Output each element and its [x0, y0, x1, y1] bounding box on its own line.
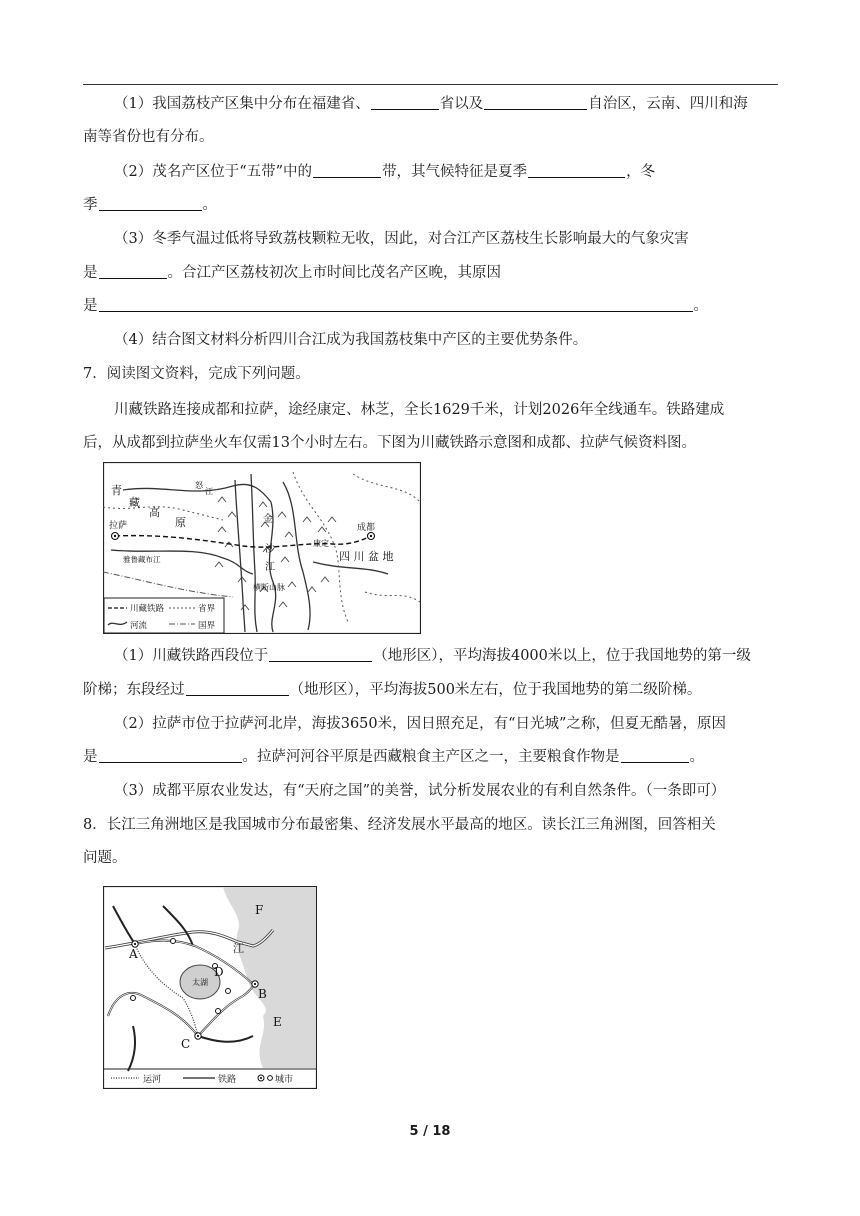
legend-railway: 铁路	[218, 1075, 237, 1085]
label-jiang2: 江	[205, 487, 213, 496]
answer-blank[interactable]	[528, 162, 625, 178]
text: 。	[689, 749, 704, 765]
q6-part3-line1: （3）冬季气温过低将导致荔枝颗粒无收，因此，对合江产区荔枝生长影响最大的气象灾害	[114, 231, 689, 247]
answer-blank[interactable]	[99, 296, 693, 312]
text: （地形区），平均海拔4000米以上，位于我国地势的第一级	[373, 648, 751, 664]
text: 自治区，云南、四川和海	[588, 96, 748, 112]
label-jiang: 江	[265, 562, 275, 573]
answer-blank[interactable]	[186, 680, 289, 696]
page-number: 5 / 18	[409, 1124, 451, 1139]
answer-blank[interactable]	[484, 94, 587, 110]
text: 是	[83, 298, 98, 314]
legend-river: 河流	[130, 621, 148, 631]
label-e: E	[273, 1015, 282, 1029]
label-yarlung: 雅鲁藏布江	[123, 555, 161, 564]
label-sichuan-basin: 四 川 盆 地	[339, 550, 394, 563]
text: （1）川藏铁路西段位于	[114, 648, 269, 664]
label-b: B	[258, 987, 267, 1001]
answer-blank[interactable]	[313, 162, 381, 178]
text: （1）我国荔枝产区集中分布在福建省、	[114, 96, 370, 112]
answer-blank[interactable]	[99, 747, 242, 763]
legend-province: 省界	[198, 604, 216, 614]
text: 带，其气候特征是夏季	[382, 164, 528, 180]
label-lasa: 拉萨	[109, 521, 128, 531]
text: 季	[83, 197, 98, 213]
q8-title-line1: 8．长江三角洲地区是我国城市分布最密集、经济发展水平最高的地区。读长江三角洲图，回答相关	[83, 817, 716, 833]
q6-part1-line1	[114, 94, 748, 114]
legend-city: 城市	[275, 1075, 294, 1085]
text: ，冬	[626, 164, 656, 180]
label-nu: 怒	[195, 481, 203, 490]
q7-intro-line1: 川藏铁路连接成都和拉萨，途经康定、林芝，全长1629千米，计划2026年全线通车。铁路建成	[114, 402, 725, 418]
q7-sub1-line1	[114, 646, 751, 666]
q7-sub1-line2	[83, 680, 701, 700]
answer-blank[interactable]	[621, 747, 689, 763]
q8-title-line2: 问题。	[83, 850, 127, 866]
q6-part2-line1	[114, 162, 655, 182]
label-taihu: 太湖	[192, 978, 208, 987]
answer-blank[interactable]	[99, 195, 202, 211]
q7-sub3: （3）成都平原农业发达，有“天府之国”的美誉，试分析发展农业的有利自然条件。（一条即可）	[114, 783, 726, 799]
legend-railway: 川藏铁路	[130, 604, 165, 614]
label-a: A	[129, 947, 138, 961]
q6-part4: （4）结合图文材料分析四川合江成为我国荔枝集中产区的主要优势条件。	[114, 332, 588, 348]
label-c: C	[181, 1037, 191, 1051]
text: （2）茂名产区位于“五带”中的	[114, 164, 313, 180]
label-jiang: 江	[233, 942, 244, 955]
q6-part3-line3	[83, 296, 708, 316]
answer-blank[interactable]	[99, 263, 167, 279]
text: 是	[83, 265, 98, 281]
legend-national: 国界	[198, 621, 216, 631]
text: 。	[693, 298, 708, 314]
label-sha: 沙	[265, 544, 275, 555]
text: 是	[83, 749, 98, 765]
label-kangding: 康定	[313, 539, 329, 548]
text: 。	[202, 197, 217, 213]
label-yuan: 原	[175, 516, 186, 529]
q6-part3-line2	[83, 263, 501, 283]
text: （地形区），平均海拔500米左右，位于我国地势的第二级阶梯。	[289, 682, 702, 698]
label-d: D	[214, 965, 224, 979]
label-qing: 青	[111, 484, 122, 497]
q6-part2-line2	[83, 195, 217, 215]
text: 。合江产区荔枝初次上市时间比茂名产区晚，其原因	[167, 265, 501, 281]
header-rule	[83, 84, 778, 85]
label-gao: 高	[149, 506, 160, 519]
sichuan-tibet-railway-map	[103, 462, 421, 634]
legend-canal: 运河	[143, 1075, 162, 1085]
label-hengduan: 横断山脉	[253, 583, 285, 592]
yangtze-delta-map	[103, 886, 317, 1089]
answer-blank[interactable]	[269, 646, 372, 662]
label-jin: 金	[263, 514, 273, 525]
text: 省以及	[439, 96, 484, 112]
label-f: F	[255, 903, 264, 917]
q7-sub2-line1: （2）拉萨市位于拉萨河北岸，海拔3650米，因日照充足，有“日光城”之称，但夏无酷暑，原因	[114, 716, 726, 732]
q6-part1-line2: 南等省份也有分布。	[83, 129, 214, 145]
label-chengdu: 成都	[357, 523, 376, 533]
text: 阶梯；东段经过	[83, 682, 185, 698]
q7-sub2-line2	[83, 747, 704, 767]
answer-blank[interactable]	[371, 94, 439, 110]
q7-intro-line2: 后，从成都到拉萨坐火车仅需13个小时左右。下图为川藏铁路示意图和成都、拉萨气候资料图。	[83, 435, 696, 451]
q7-title: 7．阅读图文资料，完成下列问题。	[83, 366, 310, 382]
label-zang: 藏	[129, 496, 140, 509]
text: 。拉萨河河谷平原是西藏粮食主产区之一，主要粮食作物是	[242, 749, 620, 765]
